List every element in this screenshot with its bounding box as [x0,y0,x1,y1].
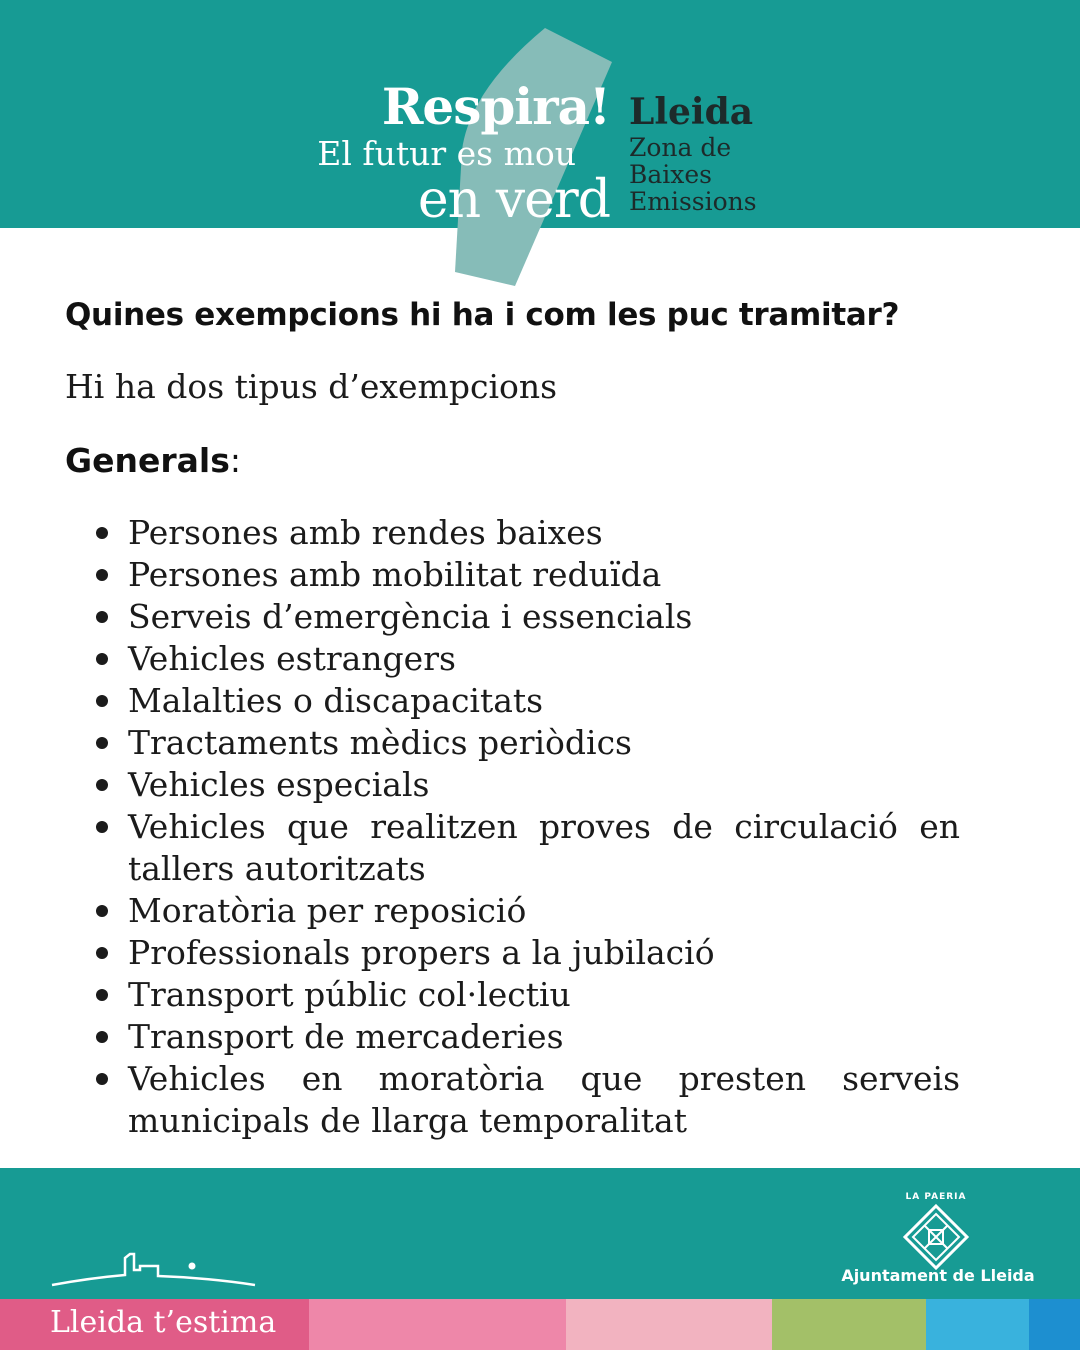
bullet-icon [96,779,108,791]
list-item-text: Tractaments mèdics periòdics [128,723,632,762]
brand-tagline: en verd [417,170,610,230]
zone-line-2: Baixes [629,160,712,189]
bullet-icon [96,569,108,581]
bullet-icon [96,1031,108,1043]
paeria-label: LA PAERIA [905,1192,967,1202]
city-name: Lleida [629,91,754,133]
campaign-logo [300,78,610,228]
bullet-icon [96,653,108,665]
bullet-icon [96,527,108,539]
stripe-green [772,1299,926,1350]
list-item [65,554,960,596]
zone-line-1: Zona de [629,133,732,162]
brand-title: Respira! [381,77,610,136]
city-crest-icon [903,1204,969,1270]
list-item [65,596,960,638]
list-item [65,974,960,1016]
lleida-skyline-icon [50,1240,260,1290]
list-item-text: Vehicles estrangers [128,639,456,678]
list-item [65,764,960,806]
list-item [65,806,960,890]
bullet-icon [96,947,108,959]
question-heading: Quines exempcions hi ha i com les puc tramitar? [65,297,900,333]
section-label: Generals [65,441,230,480]
list-item [65,722,960,764]
list-item-text: Persones amb rendes baixes [128,513,603,552]
list-item [65,1058,960,1142]
section-heading [65,436,960,486]
slogan-text: Lleida t’estima [50,1305,277,1340]
brand-subtitle: El futur es mou [317,134,576,173]
zone-line-3: Emissions [629,187,757,216]
ajuntament-label: Ajuntament de Lleida [841,1266,1035,1285]
intro-text: Hi ha dos tipus d’exempcions [65,367,558,406]
list-item-text: Vehicles especials [128,765,430,804]
exemption-list [65,512,960,1142]
bullet-icon [96,821,108,833]
list-item-text: Transport públic col·lectiu [128,975,571,1014]
list-item-text: Vehicles en moratòria que presten serveis municipals de llarga temporalitat [128,1059,960,1140]
bullet-icon [96,1073,108,1085]
list-item [65,680,960,722]
zone-logo [629,90,757,215]
list-item-text: Professionals propers a la jubilació [128,933,715,972]
bullet-icon [96,695,108,707]
stripe-sky-blue [926,1299,1029,1350]
list-item [65,890,960,932]
list-item-text: Vehicles que realitzen proves de circulació en tallers autoritzats [128,807,960,888]
list-item-text: Persones amb mobilitat reduïda [128,555,662,594]
stripe-pink [309,1299,566,1350]
bullet-icon [96,905,108,917]
list-item [65,932,960,974]
stripe-blue [1029,1299,1080,1350]
list-item [65,1016,960,1058]
section-suffix: : [229,441,241,480]
list-item-text: Transport de mercaderies [128,1017,564,1056]
bullet-icon [96,611,108,623]
main-content [65,290,960,1142]
list-item [65,512,960,554]
list-item [65,638,960,680]
list-item-text: Malalties o discapacitats [128,681,544,720]
bullet-icon [96,989,108,1001]
list-item-text: Moratòria per reposició [128,891,527,930]
list-item-text: Serveis d’emergència i essencials [128,597,693,636]
bullet-icon [96,737,108,749]
stripe-pink-light [566,1299,772,1350]
